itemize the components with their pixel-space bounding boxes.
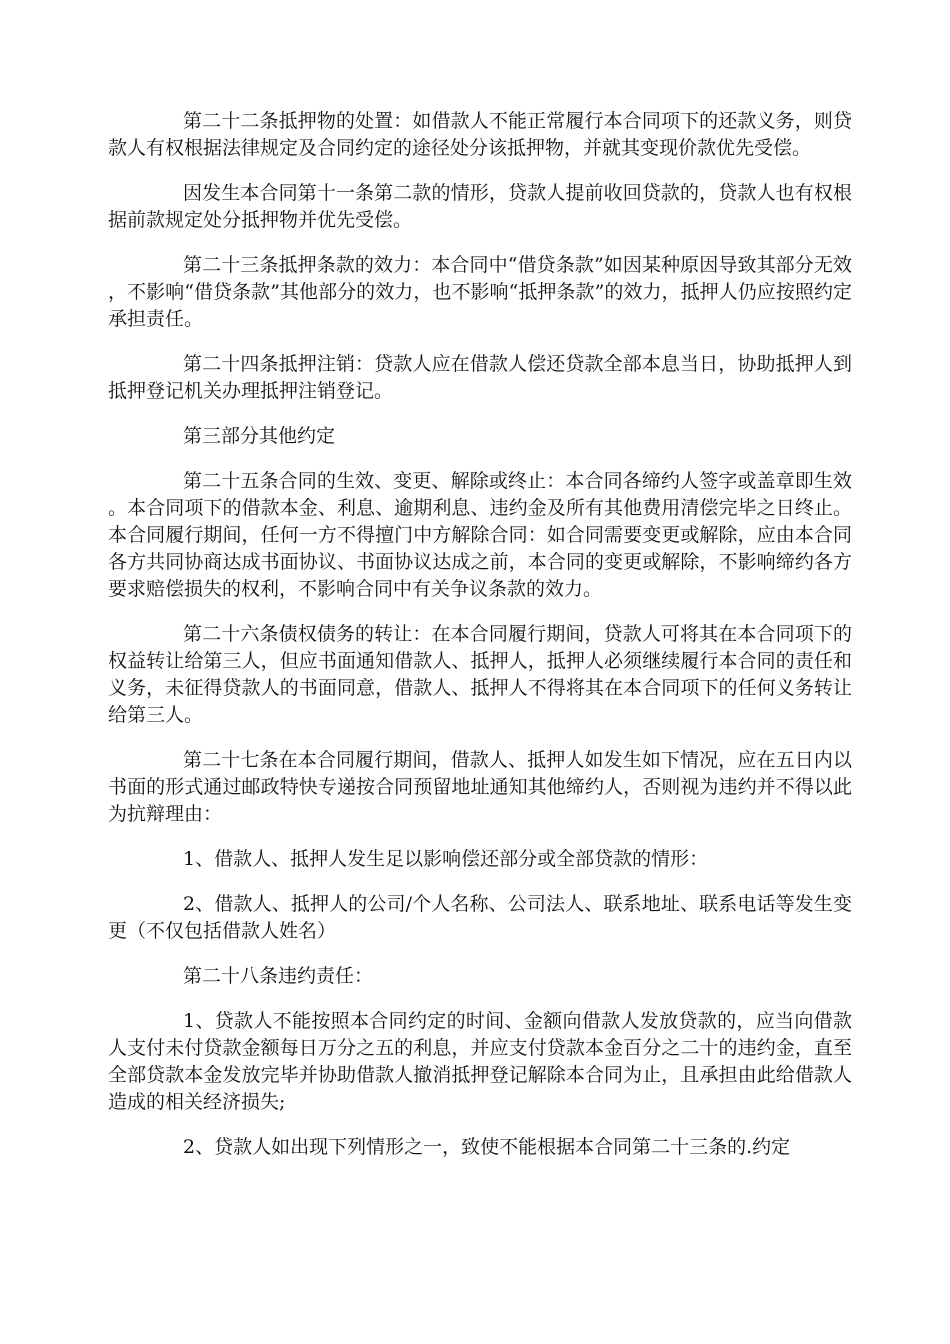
section-heading: 第三部分其他约定 [183, 425, 336, 447]
paragraph: 第二十二条抵押物的处置：如借款人不能正常履行本合同项下的还款义务，则贷款人有权根据法律规定及合同约定的途径处分该抵押物，并就其变现价款优先受偿。 [108, 110, 852, 159]
paragraph: 第二十三条抵押条款的效力：本合同中“借贷条款”如因某种原因导致其部分无效，不影响“借贷条款”其他部分的效力，也不影响“抵押条款”的效力，抵押人仍应按照约定承担责任。 [108, 254, 852, 330]
paragraph: 第二十八条违约责任： [183, 965, 374, 987]
paragraph: 第二十五条合同的生效、变更、解除或终止：本合同各缔约人签字或盖章即生效。本合同项下的借款本金、利息、逾期利息、违约金及所有其他费用清偿完毕之日终止。本合同履行期间，任何一方不得擅门中方解除合同：如合同需要变更或解除，应由本合同各方共同协商达成书面协议、书面协议达成之前，本合同的变更或解除，不影响缔约各方要求赔偿损失的权利，不影响合同中有关争议条款的效力。 [108, 470, 852, 600]
paragraph: 因发生本合同第十一条第二款的情形，贷款人提前收回贷款的，贷款人也有权根据前款规定处分抵押物并优先受偿。 [108, 182, 852, 231]
list-item: 2、贷款人如出现下列情形之一，致使不能根据本合同第二十三条的.约定 [183, 1136, 791, 1158]
list-item: 2、借款人、抵押人的公司/个人名称、公司法人、联系地址、联系电话等发生变更（不仅包括借款人姓名） [108, 893, 852, 942]
paragraph: 第二十四条抵押注销：贷款人应在借款人偿还贷款全部本息当日，协助抵押人到抵押登记机关办理抵押注销登记。 [108, 353, 852, 402]
list-item: 1、贷款人不能按照本合同约定的时间、金额向借款人发放贷款的，应当向借款人支付未付贷款金额每日万分之五的利息，并应支付贷款本金百分之二十的违约金，直至全部贷款本金发放完毕并协助借款人撤消抵押登记解除本合同为止，且承担由此给借款人造成的相关经济损失; [108, 1010, 852, 1113]
paragraph: 第二十六条债权债务的转让：在本合同履行期间，贷款人可将其在本合同项下的权益转让给第三人，但应书面通知借款人、抵押人，抵押人必须继续履行本合同的责任和义务，未征得贷款人的书面同意，借款人、抵押人不得将其在本合同项下的任何义务转让给第三人。 [108, 623, 852, 726]
document-page [108, 108, 852, 1179]
paragraph: 第二十七条在本合同履行期间，借款人、抵押人如发生如下情况，应在五日内以书面的形式通过邮政特快专递按合同预留地址通知其他缔约人，否则视为违约并不得以此为抗辩理由： [108, 749, 852, 825]
list-item: 1、借款人、抵押人发生足以影响偿还部分或全部贷款的情形： [183, 848, 709, 870]
